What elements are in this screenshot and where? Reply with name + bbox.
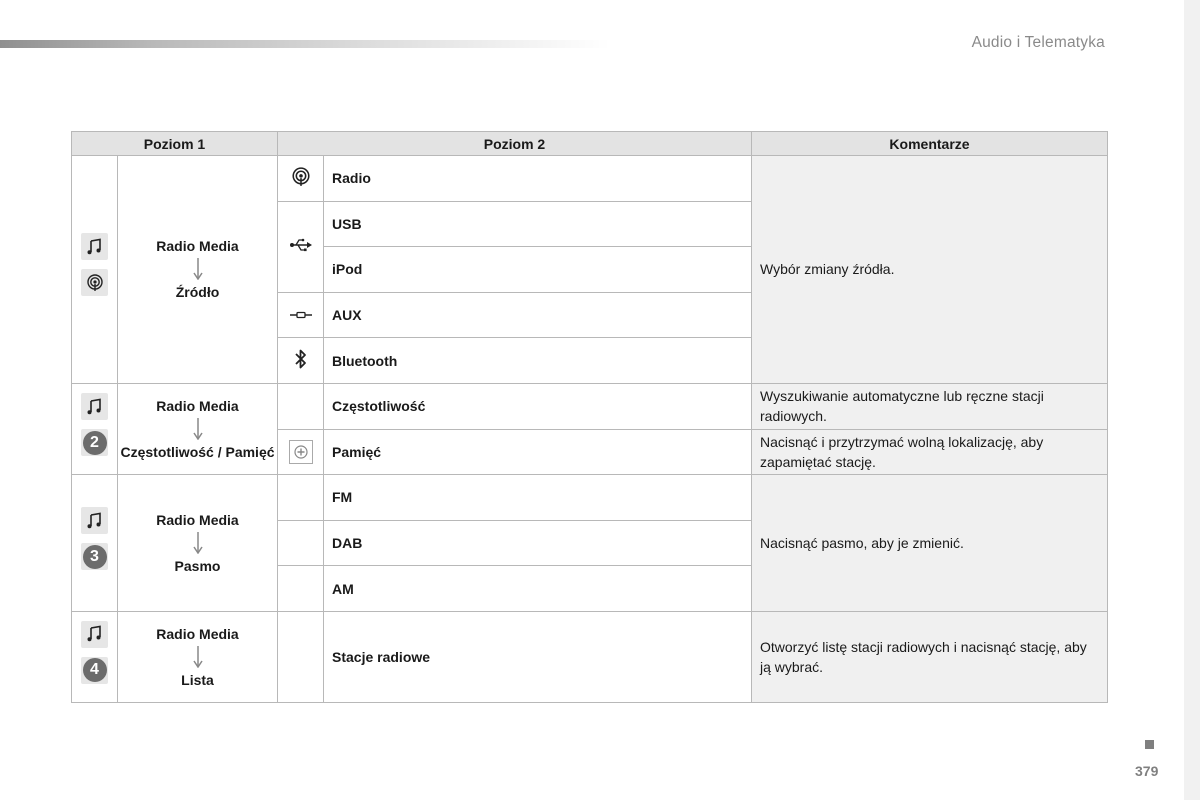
- level2-label[interactable]: AM: [324, 566, 752, 612]
- table-row: [72, 611, 1108, 702]
- level2-label[interactable]: DAB: [324, 520, 752, 566]
- memory-add-icon: [289, 440, 313, 464]
- level1-title: Radio Media: [156, 512, 239, 529]
- level2-icon-cell: [278, 201, 324, 292]
- comment-cell: Nacisnąć pasmo, aby je zmienić.: [752, 475, 1108, 612]
- group4-icons: [72, 611, 118, 702]
- comment-cell: Wybór zmiany źródła.: [752, 156, 1108, 384]
- group2-level1: [118, 383, 278, 474]
- level2-icon-cell: [278, 475, 324, 521]
- page-number: 379: [1135, 763, 1159, 779]
- step-number: 3: [83, 545, 107, 569]
- level2-label[interactable]: FM: [324, 475, 752, 521]
- level2-icon-cell: [278, 566, 324, 612]
- table-row: [72, 156, 1108, 202]
- level2-icon-cell: [278, 338, 324, 384]
- level1-title: Radio Media: [156, 625, 239, 642]
- comment-cell: Nacisnąć i przytrzymać wolną lokalizację, aby zapamiętać stację.: [752, 429, 1108, 475]
- step-badge: [81, 429, 108, 456]
- level2-label[interactable]: USB: [324, 201, 752, 247]
- music-note-icon: [81, 233, 108, 260]
- level2-icon-cell: [278, 292, 324, 338]
- page-marker: [1145, 740, 1154, 749]
- music-note-icon: [81, 507, 108, 534]
- level1-title: Radio Media: [156, 398, 239, 415]
- section-title: Audio i Telematyka: [971, 34, 1105, 51]
- table-row: [72, 383, 1108, 429]
- radio-icon: [291, 167, 311, 187]
- level2-icon-cell: [278, 156, 324, 202]
- step-badge: [81, 543, 108, 570]
- table-header-row: [72, 132, 1108, 156]
- group1-level1: [118, 156, 278, 384]
- level2-icon-cell: [278, 429, 324, 475]
- aux-icon: [289, 310, 313, 320]
- level2-label[interactable]: Stacje radiowe: [324, 611, 752, 702]
- music-note-icon: [81, 393, 108, 420]
- header-level2: Poziom 2: [278, 132, 752, 156]
- header-level1: Poziom 1: [72, 132, 278, 156]
- group3-level1: [118, 475, 278, 612]
- arrow-down-icon: [192, 646, 204, 668]
- group1-icons: [72, 156, 118, 384]
- level2-icon-cell: [278, 383, 324, 429]
- radio-icon: [81, 269, 108, 296]
- menu-table: [71, 131, 1108, 703]
- step-number: 2: [83, 431, 107, 455]
- level2-label[interactable]: Częstotliwość: [324, 383, 752, 429]
- level1-sub: Pasmo: [174, 558, 221, 575]
- arrow-down-icon: [192, 418, 204, 440]
- level1-sub: Częstotliwość / Pamięć: [120, 444, 275, 461]
- header-gradient-bar: [0, 40, 610, 48]
- header-comments: Komentarze: [752, 132, 1108, 156]
- level1-sub: Lista: [181, 671, 214, 688]
- level1-title: Radio Media: [156, 238, 239, 255]
- arrow-down-icon: [192, 258, 204, 280]
- bluetooth-icon: [294, 348, 308, 370]
- level2-label[interactable]: Bluetooth: [324, 338, 752, 384]
- group2-icons: [72, 383, 118, 474]
- table-row: [72, 475, 1108, 521]
- level2-label[interactable]: Radio: [324, 156, 752, 202]
- usb-icon: [289, 238, 313, 252]
- page-edge-strip: [1184, 0, 1200, 800]
- group4-level1: [118, 611, 278, 702]
- step-number: 4: [83, 658, 107, 682]
- comment-cell: Otworzyć listę stacji radiowych i nacisnąć stację, aby ją wybrać.: [752, 611, 1108, 702]
- level2-label[interactable]: Pamięć: [324, 429, 752, 475]
- comment-cell: Wyszukiwanie automatyczne lub ręczne stacji radiowych.: [752, 383, 1108, 429]
- music-note-icon: [81, 621, 108, 648]
- step-badge: [81, 657, 108, 684]
- level2-icon-cell: [278, 611, 324, 702]
- level2-label[interactable]: iPod: [324, 247, 752, 293]
- level2-icon-cell: [278, 520, 324, 566]
- level2-label[interactable]: AUX: [324, 292, 752, 338]
- level1-sub: Źródło: [175, 284, 220, 301]
- arrow-down-icon: [192, 532, 204, 554]
- group3-icons: [72, 475, 118, 612]
